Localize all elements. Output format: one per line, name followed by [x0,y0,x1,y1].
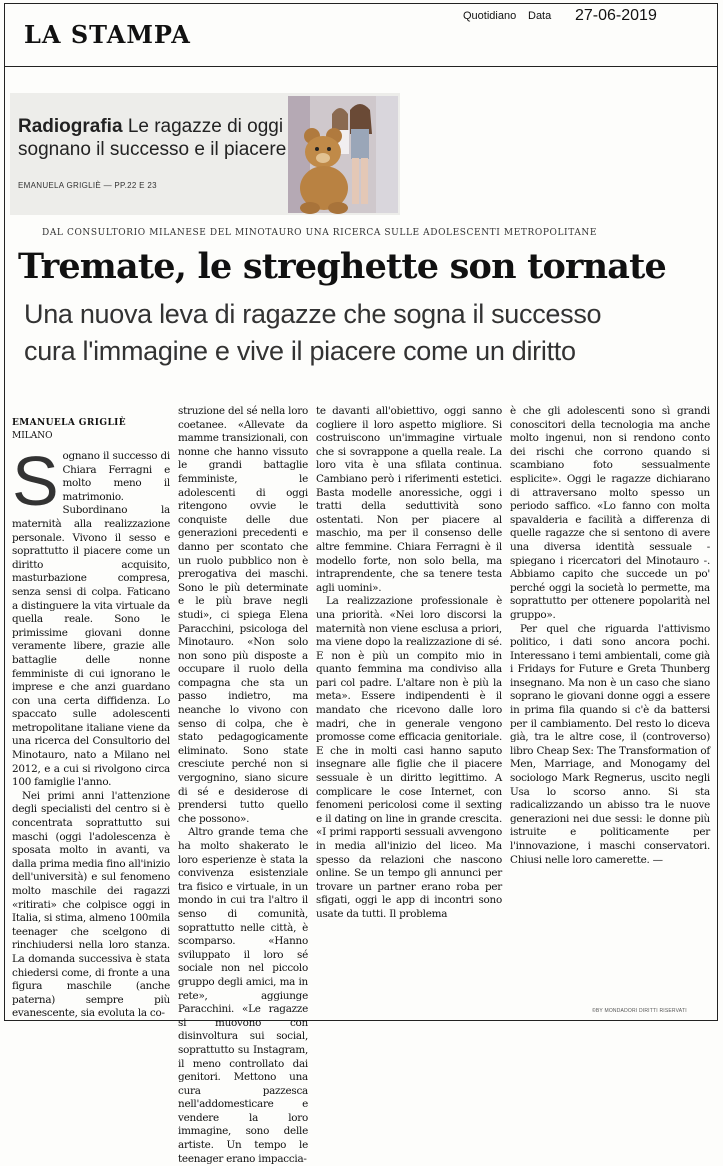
article-kicker: DAL CONSULTORIO MILANESE DEL MINOTAURO UNA RICERCA SULLE ADOLESCENTI METROPOLITANE [42,228,598,238]
paragraph: Altro grande tema che ha molto shakerato le loro esperienze è stata la convivenza esistenziale tra fisico e virtuale, in un mondo in cui tra l'altro il senso di comunità, soprattutto nelle città, è scomparso. «Hanno sviluppato il loro sé sociale non nel piccolo gruppo degli amici, ma in rete», aggiunge Paracchini. «Le ragazze si muovono con disinvoltura sui social, soprattutto su Instagram, il meno controllato dai genitori. Mettono una cura pazzesca nell'addomesticare e vendere la loro immagine, sono delle artiste. Un tempo le teenager erano impaccia- [178,826,308,1165]
teaser-section: Radiografia [18,116,123,137]
newspaper-masthead: LA STAMPA [24,20,191,49]
teaser-byline: EMANUELA GRIGLIÈ — PP.22 E 23 [18,181,157,190]
teaser-title [18,115,288,161]
paragraph: struzione del sé nella loro coetanee. «Allevate da mamme transizionali, con nonne che hanno vissuto le grandi battaglie femministe, le adolescenti di oggi ritengono ovvie le conquiste delle due generazioni precedenti e danno per scontato che un ruolo pubblico non è prerogativa dei maschi. Sono le più determinate e le più brave negli studi», ci spiega Elena Paracchini, psicologa del Minotauro. «Non solo non sono più disposte a occupare il ruolo della compagna che sta un passo indietro, ma neanche lo vivono con senso di colpa, che è stato pedagogicamente eliminato. Sono state cresciute perché non si vergognino, siano sicure di sé e desiderose di prendersi tutto quello che possono». [178,405,308,825]
subhead-line-1: Una nuova leva di ragazze che sogna il successo [24,299,602,329]
drop-cap: S [12,442,59,520]
teddy-bear-girls-image [288,96,398,213]
paragraph: Per quel che riguarda l'attivismo politico, i dati sono ancora pochi. Interessano i temi ambientali, come già i Fridays for Future e Greta Thunberg insegnano. Ma non è un caso che siano soprano le giovani donne oggi a essere in prima fila quando si c'è da battersi per il cambiamento. Del resto lo diceva già, tra le altre cose, il (controverso) libro Cheap Sex: The Transformation of Men, Marriage, and Monogamy del sociologo Mark Regnerus, uscito negli Usa lo scorso anno. Si sta radicalizzando un abisso tra le nuove generazioni nei due sessi: le donne più istruite e politicamente per l'innovazione, i maschi conservatori. Chiusi nelle loro camerette. — [510,622,710,866]
date-label: Data [528,10,552,22]
teaser-box [10,93,400,215]
article-headline: Tremate, le streghette son tornate [18,246,667,287]
paragraph: te davanti all'obiettivo, oggi sanno cogliere il loro aspetto migliore. Si costruiscono un'immagine virtuale che si sovrappone a quella reale. La loro vita è una sfilata continua. Cambiano però i riferimenti estetici. Basta modelle anoressiche, oggi i tratti della seduttività sono ostentati. Non per piacere al maschio, ma per il consenso delle altre femmine. Chiara Ferragni è il modello forte, non solo bella, ma intraprendente, che sa tenere testa agli uomini». [316,405,502,594]
dateline-place: MILANO [12,431,53,441]
article-column-1 [12,442,171,1020]
frequency-label: Quotidiano [463,10,517,22]
date-value: 27-06-2019 [575,7,657,24]
article-column-2 [178,405,308,1165]
paragraph: è che gli adolescenti sono sì grandi conoscitori della tecnologia ma anche molto ingenui, non si rendono conto dei rischi che corrono quando si scambiano foto sessualmente esplicite». Oggi le ragazze dichiarano di attraversano molto spesso un periodo saffico. «Lo fanno con molta spavalderia e facilità a differenza di quelle ragazze che si sentono di avere una diversa identità sessuale - spiegano i ricercatori del Minotauro -. Abbiamo capito che succede un po' perché oggi la società lo permette, ma soprattutto per ottenere popolarità nel gruppo». [510,405,710,621]
article-column-3 [316,405,502,1015]
masthead-rule [4,66,718,67]
paragraph: ognano il successo di Chiara Ferragni e molto meno il matrimonio. Subordinano la maternità alla realizzazione personale. Vivono il sesso e soprattutto il piacere come un diritto acquisito, masturbazione compresa, senza sensi di colpa. Faticano a distinguere la vita virtuale da quella reale. Sono le primissime giovani donne veramente libere, grazie alle battaglie delle nonne femministe di cui ignorano le imprese e che anzi guardano con una certa diffidenza. Lo spaccato sulle adolescenti metropolitane italiane viene da una ricerca del Consultorio del Minotauro, nato a Milano nel 2012, e a cui si rivolgono circa 100 famiglie l'anno. [12,450,170,789]
paragraph: Nei primi anni l'attenzione degli specialisti del centro si è concentrata soprattutto sui maschi (oggi l'adolescenza è sposata molto in avanti, va dalla prima media fino all'inizio dell'università) e sul fenomeno molto maschile dei ragazzi «ritirati» che colpisce oggi in Italia, si stima, almeno 100mila teenager che scelgono di rinchiudersi nella loro stanza. La domanda successiva è stata chiedersi come, di fronte a una figura maschile (anche paterna) sempre più evanescente, sia evoluta la co- [12,789,171,1020]
copyright-credit: ©BY MONDADORI DIRITTI RISERVATI [592,1008,687,1014]
paragraph: La realizzazione professionale è una priorità. «Nei loro discorsi la maternità non viene esclusa a priori, ma viene dopo la realizzazione di sé. E non è più un compito mio in quanto femmina ma condiviso alla pari col padre. L'altare non è più la meta». Essere indipendenti è il mandato che ricevono dalle loro madri, che in generale vengono promosse come efficacia genitoriale. E che in molti casi hanno saputo insegnare alle figlie che il piacere sessuale è un diritto legittimo. A complicare le cose Internet, con fenomeni pericolosi come il sexting e il dating on line in grande crescita. «I primi rapporti sessuali avvengono in media all'inizio del liceo. Ma spesso da relazioni che nascono online. Se un tempo gli annunci per trovare un partner erano roba per sfigati, oggi le app di incontri sono usate da tutti. Il problema [316,595,502,920]
teaser-headline: Le ragazze di oggi sognano il successo e il piacere [18,116,287,160]
article-column-4 [510,405,710,1015]
subhead-line-2: cura l'immagine e vive il piacere come un diritto [24,336,576,366]
author-byline: EMANUELA GRIGLIÈ [12,418,127,428]
teaser-photo [288,96,398,213]
article-subhead [24,296,601,370]
